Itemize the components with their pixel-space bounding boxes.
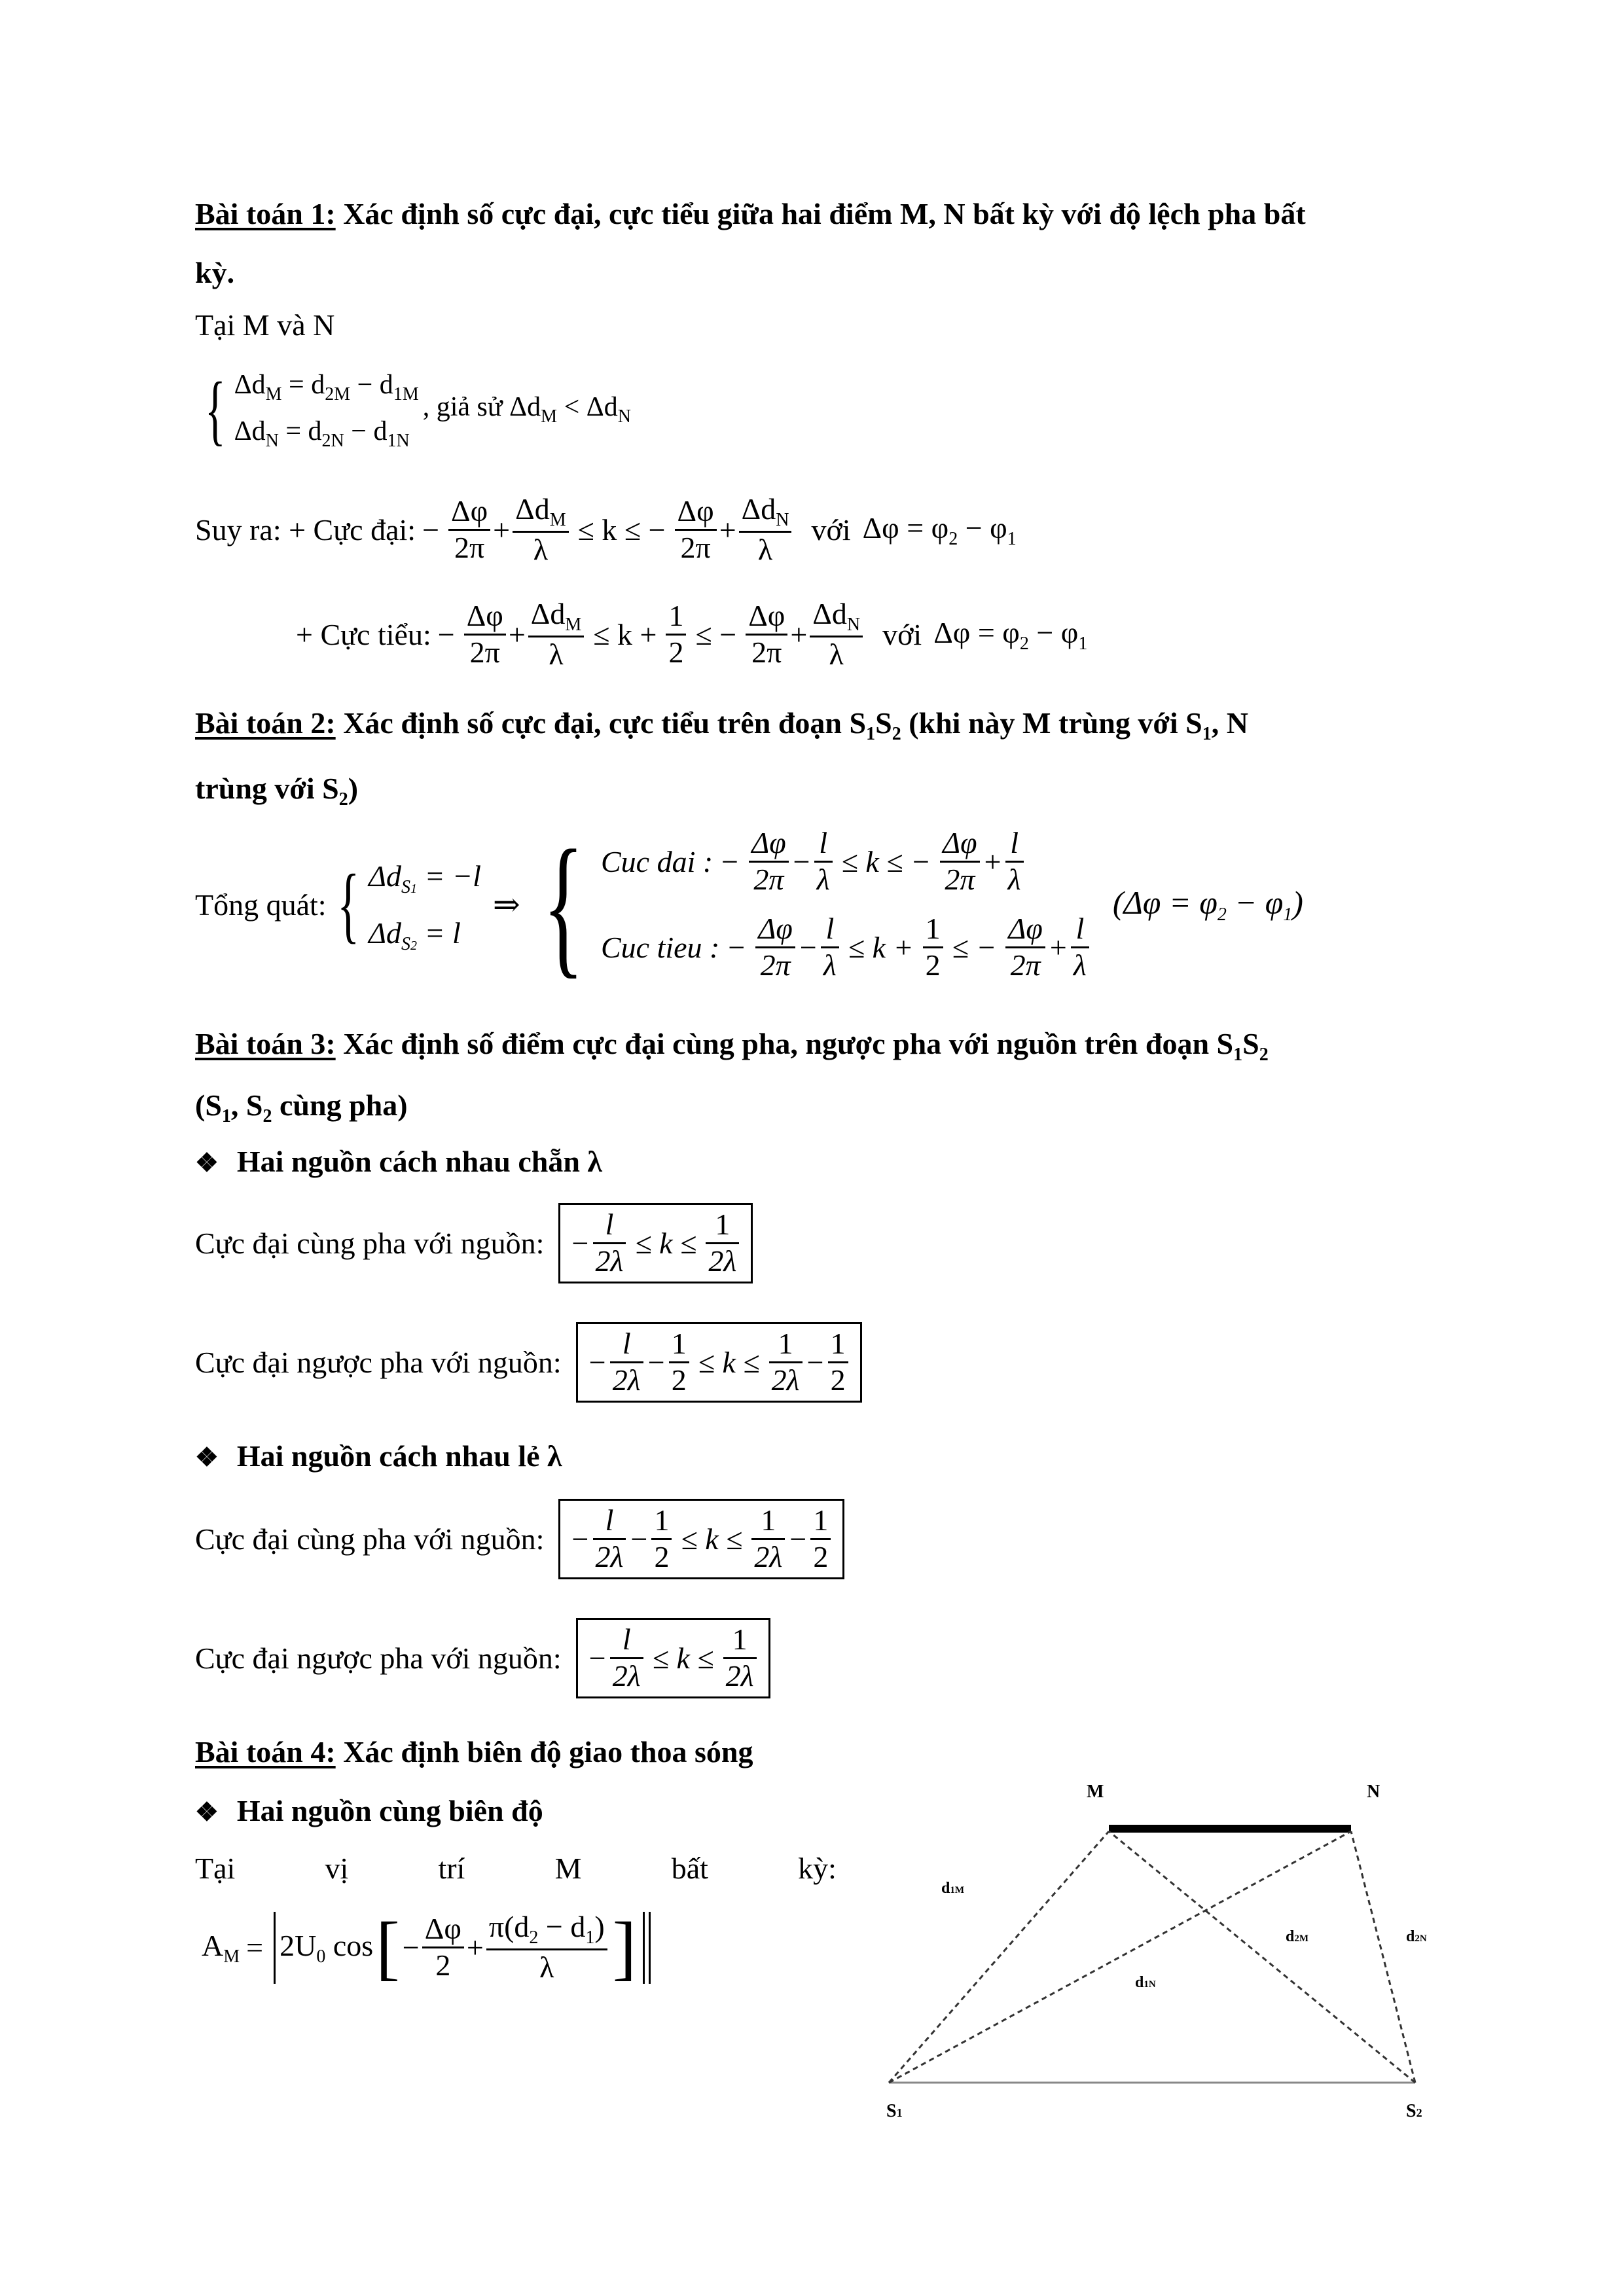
assume-sub2: N bbox=[617, 406, 631, 427]
same-amp-bullet bbox=[195, 1793, 543, 1828]
formula-box: − $\frac{l}{2\lambda}$ ≤ k ≤ $\frac{1}{2\lambda}$ bbox=[576, 1618, 770, 1698]
word: M bbox=[554, 1852, 582, 1885]
even-bullet bbox=[195, 1144, 602, 1179]
eq2-minus-sub: 1N bbox=[387, 430, 410, 451]
paren-text: (Δφ = φ bbox=[1112, 884, 1218, 921]
cuc-tieu-label: Cuc tieu : bbox=[600, 930, 720, 964]
s1s2-s: S bbox=[1242, 1027, 1259, 1060]
eq1-rhs-sub: 2M bbox=[325, 384, 351, 404]
d2m-sub: 2M bbox=[1294, 1933, 1309, 1944]
frac-ddm-lambda: $\frac{\Delta d_M}{\lambda}$ bbox=[513, 492, 569, 567]
odd-opp-phase bbox=[195, 1618, 770, 1698]
general-results: Cuc dai : − $\frac{\Delta\varphi}{2\pi}$ − $\frac{l}{\lambda}$ ≤ k ≤ − $\frac{\Delta\varphi}{2\pi}$ + $\frac{l}{\lambda}$ Cuc tieu : − $\frac{\Delta\varphi}{2\pi}$ − $\frac{l}{\lambda}$ ≤ k + $\frac{1}{2}$ ≤ − $\frac{\Delta\varphi}{2\pi}$ + $\frac{l}{\lambda}$ bbox=[601, 826, 1092, 983]
with-label: với bbox=[882, 618, 922, 652]
opp-phase-label: Cực đại ngược pha với nguồn: bbox=[195, 1641, 562, 1675]
word: vị bbox=[325, 1852, 349, 1885]
assume-mid: < Δd bbox=[557, 392, 618, 423]
dphi-sub1: 1 bbox=[1007, 528, 1017, 549]
eq1-minus: − d bbox=[350, 370, 393, 400]
problem1-text-line2: kỳ. bbox=[195, 256, 235, 289]
formula-box: − $\frac{l}{2\lambda}$ − $\frac{1}{2}$ ≤ k ≤ $\frac{1}{2\lambda}$ − $\frac{1}{2}$ bbox=[576, 1322, 862, 1403]
line2b: , S bbox=[230, 1088, 263, 1122]
at-any-m bbox=[195, 1851, 837, 1886]
label-d1m bbox=[941, 1880, 964, 1897]
dphi-def: Δφ = φ bbox=[862, 511, 949, 545]
label-d2m bbox=[1286, 1928, 1308, 1946]
cuc-dai-label: Cuc dai : bbox=[600, 845, 713, 879]
word: trí bbox=[438, 1852, 465, 1885]
frac-ddn-lambda: $\frac{\Delta d_N}{\lambda}$ bbox=[810, 597, 863, 672]
label-s1 bbox=[886, 2101, 903, 2122]
d1m-letter: d bbox=[941, 1880, 950, 1897]
dphi-def: Δφ = φ bbox=[933, 615, 1020, 649]
line-d2m bbox=[1109, 1831, 1415, 2083]
paren-end: ) bbox=[1292, 884, 1303, 921]
frac-dphi-2: $\frac{\Delta\varphi}{2}$ bbox=[422, 1912, 464, 1983]
odd-same-phase bbox=[195, 1499, 844, 1579]
d1n-sub: 1N bbox=[1144, 1979, 1156, 1990]
dphi-minus: − φ bbox=[958, 511, 1007, 545]
am-label: A bbox=[202, 1928, 224, 1962]
line-d1n bbox=[889, 1831, 1351, 2083]
problem1-max-formula: Suy ra: + Cực đại: − $\frac{\Delta\varphi}{2\pi}$ + $\frac{\Delta d_M}{\lambda}$ ≤ k ≤ − $\frac{\Delta\varphi}{2\pi}$ + $\frac{\Delta d_N}{\lambda}$ với $\Delta\varphi = \varphi_2 - \varphi_1$ bbox=[195, 492, 1017, 567]
general-label: Tổng quát: bbox=[195, 888, 327, 922]
general-system: $\Delta d_{S1} = -l$ $\Delta d_{S2} = l$ bbox=[368, 859, 481, 954]
left-brace: { bbox=[204, 365, 226, 453]
geometry-diagram bbox=[864, 1780, 1453, 2147]
label-n: N bbox=[1367, 1782, 1380, 1802]
frac-ddn-lambda: $\frac{\Delta d_N}{\lambda}$ bbox=[739, 492, 792, 567]
even-same-phase bbox=[195, 1203, 753, 1283]
amplitude-formula: $A_M$ = $2U_0$ cos [ − $\frac{\Delta\varphi}{2}$ + $\frac{\pi(d_2 - d_1)}{\lambda}$ ] bbox=[202, 1906, 655, 1989]
diamond-bullet-icon: ❖ bbox=[195, 1148, 219, 1177]
dphi-sub2: 2 bbox=[948, 528, 958, 549]
eq1-minus-sub: 1M bbox=[393, 384, 419, 404]
line-d1m bbox=[889, 1831, 1109, 2083]
problem2-line2: trùng với S bbox=[195, 772, 339, 805]
implies-arrow: ⇒ bbox=[492, 886, 520, 923]
frac-dphi-2pi: $\frac{\Delta\varphi}{2\pi}$ bbox=[675, 494, 717, 565]
dphi-sub1: 1 bbox=[1078, 633, 1088, 654]
eq2-minus: − d bbox=[344, 416, 388, 446]
problem4-heading bbox=[195, 1734, 753, 1769]
problem1-title: Bài toán 1: bbox=[195, 197, 336, 230]
cuc-tieu-label: + Cực tiểu: bbox=[296, 618, 431, 652]
formula-box: − $\frac{l}{2\lambda}$ ≤ k ≤ $\frac{1}{2\lambda}$ bbox=[558, 1203, 753, 1283]
d1n-letter: d bbox=[1135, 1974, 1144, 1991]
problem3-text-line2: ($S_1$, $S_2$ cùng pha) bbox=[195, 1088, 408, 1126]
frac-half: $\frac{1}{2}$ bbox=[666, 599, 686, 670]
d2n-sub: 2N bbox=[1415, 1933, 1427, 1944]
abs-bar-right bbox=[643, 1912, 651, 1984]
abs-bar-left bbox=[274, 1912, 276, 1984]
dphi-sub2: 2 bbox=[1019, 633, 1029, 654]
s1s2-label: $S_1S_2$ bbox=[1216, 1027, 1269, 1065]
label-d1n bbox=[1135, 1974, 1156, 1992]
label-d2n bbox=[1406, 1928, 1427, 1946]
dphi-paren: $(\Delta\varphi = \varphi_2 - \varphi_1)$ bbox=[1112, 884, 1303, 925]
label-s2 bbox=[1406, 2101, 1422, 2122]
problem3-heading bbox=[195, 1026, 1269, 1066]
s1s2-s: S bbox=[1216, 1027, 1234, 1060]
eq2-sub: N bbox=[265, 430, 279, 451]
even-opp-phase bbox=[195, 1322, 862, 1403]
cos-label: cos bbox=[325, 1928, 374, 1962]
two-u: 2U bbox=[280, 1928, 317, 1962]
even-label: Hai nguồn cách nhau chẵn λ bbox=[236, 1145, 603, 1178]
assume-sub1: M bbox=[541, 406, 558, 427]
d2m-letter: d bbox=[1286, 1928, 1295, 1945]
problem2-text-c: , N bbox=[1211, 706, 1248, 740]
line2c: cùng pha) bbox=[272, 1088, 408, 1122]
same-phase-label: Cực đại cùng pha với nguồn: bbox=[195, 1522, 545, 1556]
problem2-title: Bài toán 2: bbox=[195, 706, 336, 740]
s2-letter: S bbox=[1406, 2101, 1416, 2121]
word: kỳ: bbox=[798, 1852, 837, 1885]
left-brace: { bbox=[542, 817, 585, 992]
suy-ra-label: Suy ra: + Cực đại: bbox=[195, 513, 416, 547]
s1-letter: S bbox=[886, 2101, 897, 2121]
d2n-letter: d bbox=[1406, 1928, 1415, 1945]
diamond-bullet-icon: ❖ bbox=[195, 1797, 219, 1827]
eq2: Δd bbox=[234, 416, 266, 446]
dphi-minus: − φ bbox=[1028, 615, 1079, 649]
eq2-rhs: = d bbox=[278, 416, 322, 446]
problem4-text: Xác định biên độ giao thoa sóng bbox=[335, 1735, 753, 1768]
eq2-rhs-sub: 2N bbox=[321, 430, 344, 451]
frac-pi-d: $\frac{\pi(d_2 - d_1)}{\lambda}$ bbox=[486, 1910, 607, 1985]
frac-dphi-2pi: $\frac{\Delta\varphi}{2\pi}$ bbox=[746, 599, 787, 670]
odd-bullet bbox=[195, 1439, 562, 1473]
problem1-system bbox=[196, 363, 631, 456]
label-m: M bbox=[1087, 1782, 1104, 1802]
problem2-general bbox=[195, 817, 1303, 992]
s2-sub: 2 bbox=[1416, 2106, 1422, 2119]
problem1-heading bbox=[195, 196, 1306, 231]
word: bất bbox=[671, 1852, 708, 1885]
s1s2-s: S bbox=[849, 706, 867, 740]
opp-phase-label: Cực đại ngược pha với nguồn: bbox=[195, 1345, 562, 1379]
interference-figure bbox=[864, 1780, 1453, 2147]
s1s2-s: S bbox=[875, 706, 892, 740]
frac-dphi-2pi: $\frac{\Delta\varphi}{2\pi}$ bbox=[448, 494, 490, 565]
am-sub: M bbox=[223, 1946, 240, 1967]
with-label: với bbox=[811, 513, 851, 547]
problem2-text: Xác định số cực đại, cực tiểu trên đoạn bbox=[335, 706, 850, 740]
frac-ddm-lambda: $\frac{\Delta d_M}{\lambda}$ bbox=[528, 597, 585, 672]
problem1-at-m-n: Tại M và N bbox=[195, 308, 335, 342]
problem1-min-formula: + Cực tiểu: − $\frac{\Delta\varphi}{2\pi}$ + $\frac{\Delta d_M}{\lambda}$ ≤ k + $\frac{1}{2}$ ≤ − $\frac{\Delta\varphi}{2\pi}$ + $\frac{\Delta d_N}{\lambda}$ với $\Delta\varphi = \varphi_2 - \varphi_1$ bbox=[296, 597, 1088, 672]
formula-box: − $\frac{l}{2\lambda}$ − $\frac{1}{2}$ ≤ k ≤ $\frac{1}{2\lambda}$ − $\frac{1}{2}$ bbox=[558, 1499, 844, 1579]
assume-text: , giả sử Δd bbox=[422, 392, 541, 423]
problem3-text: Xác định số điểm cực đại cùng pha, ngược pha với nguồn trên đoạn bbox=[335, 1027, 1217, 1060]
problem2-line2b: ) bbox=[348, 772, 359, 805]
problem2-text-line2: trùng với $S_2$) bbox=[195, 772, 359, 810]
word: Tại bbox=[195, 1852, 236, 1885]
left-brace: { bbox=[336, 857, 359, 952]
same-phase-label: Cực đại cùng pha với nguồn: bbox=[195, 1226, 545, 1260]
line2a: (S bbox=[195, 1088, 222, 1122]
eq1: Δd bbox=[234, 370, 266, 400]
same-amp-label: Hai nguồn cùng biên độ bbox=[236, 1794, 543, 1827]
equation-system bbox=[234, 363, 419, 456]
line-d2n bbox=[1351, 1831, 1415, 2083]
problem2-heading: Bài toán 2: Xác định số cực đại, cực tiểu trên đoạn $S_1S_2$ (khi này M trùng với $S_1$, N bbox=[195, 706, 1248, 744]
diamond-bullet-icon: ❖ bbox=[195, 1443, 219, 1472]
problem2-text-b: (khi này M trùng với S bbox=[901, 706, 1202, 740]
problem4-title: Bài toán 4: bbox=[195, 1735, 336, 1768]
eq1-rhs: = d bbox=[281, 370, 325, 400]
problem1-text: Xác định số cực đại, cực tiểu giữa hai điểm M, N bất kỳ với độ lệch pha bất bbox=[335, 197, 1306, 230]
d1m-sub: 1M bbox=[950, 1885, 965, 1895]
odd-label: Hai nguồn cách nhau lẻ λ bbox=[236, 1439, 562, 1473]
s1s2-label: $S_1S_2$ bbox=[849, 706, 901, 744]
two-u-sub: 0 bbox=[316, 1946, 326, 1967]
eq1-sub: M bbox=[265, 384, 282, 404]
problem3-title: Bài toán 3: bbox=[195, 1027, 336, 1060]
s1-sub: 1 bbox=[896, 2106, 903, 2119]
frac-dphi-2pi: $\frac{\Delta\varphi}{2\pi}$ bbox=[464, 599, 506, 670]
